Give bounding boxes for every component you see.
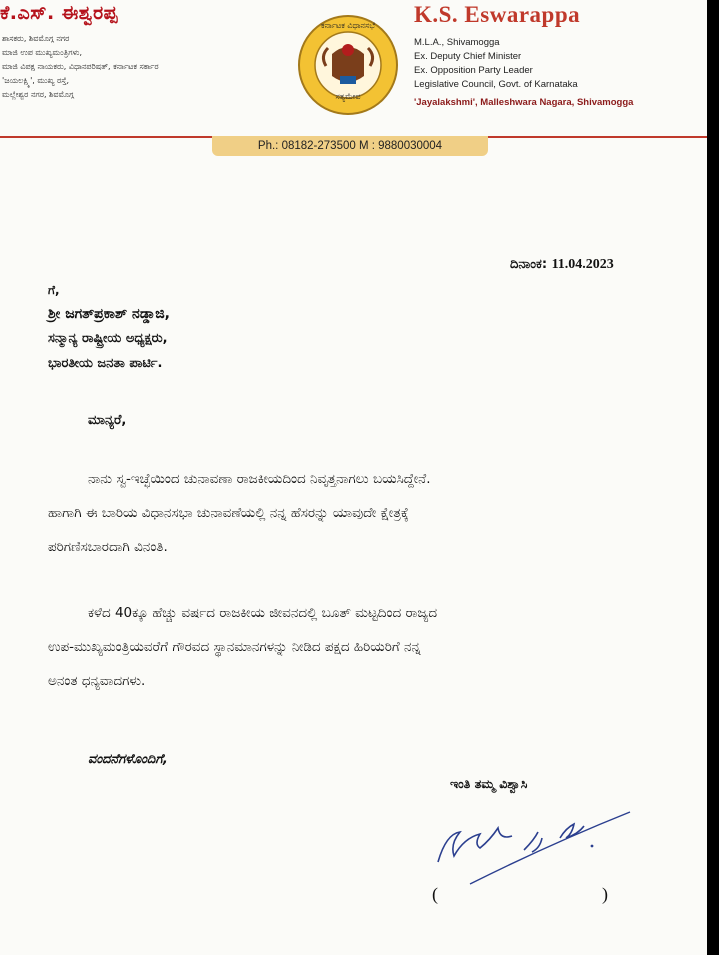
phone-band: Ph.: 08182-273500 M : 9880030004 bbox=[212, 136, 488, 156]
english-name: K.S. Eswarappa bbox=[414, 2, 581, 27]
salutation: ಮಾನ್ಯರೆ, bbox=[88, 413, 127, 428]
kannada-line: ಶಾಸಕರು, ಶಿವಮೊಗ್ಗ ನಗರ bbox=[2, 34, 70, 43]
paragraph-line: ಹಾಗಾಗಿ ಈ ಬಾರಿಯ ವಿಧಾನಸಭಾ ಚುನಾವಣೆಯಲ್ಲಿ ನನ್ನ ಹೆಸರನ್ನು ಯಾವುದೇ ಕ್ಷೇತ್ರಕ್ಕೆ bbox=[48, 505, 409, 521]
date-value: 11.04.2023 bbox=[551, 257, 614, 272]
paragraph-1 bbox=[48, 462, 658, 564]
karnataka-seal-icon bbox=[296, 14, 400, 116]
english-address: 'Jayalakshmi', Malleshwara Nagara, Shivamogga bbox=[414, 97, 634, 108]
paragraph-line: ಕಳೆದ 40ಕ್ಕೂ ಹೆಚ್ಚು ವರ್ಷದ ರಾಜಕೀಯ ಜೀವನದಲ್ಲಿ ಬೂತ್ ಮಟ್ಟದಿಂದ ರಾಜ್ಯದ bbox=[88, 605, 438, 621]
english-line: Legislative Council, Govt. of Karnataka bbox=[414, 79, 578, 90]
yours-line: ಇಂತಿ ತಮ್ಮ ವಿಶ್ವಾಸಿ bbox=[450, 776, 528, 791]
english-line: M.L.A., Shivamogga bbox=[414, 37, 500, 48]
paren-open: ( bbox=[432, 884, 438, 904]
seal-text-top: ಕರ್ನಾಟಕ ವಿಧಾನಸಭೆ bbox=[320, 21, 376, 30]
addressee-name: ಶ್ರೀ ಜಗತ್‌ಪ್ರಕಾಶ್ ನಡ್ಡಾಜಿ, bbox=[48, 306, 170, 322]
english-line: Ex. Deputy Chief Minister bbox=[414, 51, 522, 62]
paragraph-line: ಅನಂತ ಧನ್ಯವಾದಗಳು. bbox=[48, 673, 146, 689]
paragraph-line: ನಾನು ಸ್ವ-ಇಚ್ಛೆಯಿಂದ ಚುನಾವಣಾ ರಾಜಕೀಯದಿಂದ ನಿವೃತ್ತನಾಗಲು ಬಯಸಿದ್ದೇನೆ. bbox=[88, 471, 431, 487]
closing: ವಂದನೆಗಳೊಂದಿಗೆ, bbox=[88, 752, 168, 767]
paragraph-2 bbox=[48, 596, 658, 698]
kannada-line: ಮಲ್ಲೇಶ್ವರ ನಗರ, ಶಿವಮೊಗ್ಗ bbox=[2, 90, 74, 99]
kannada-line: ಮಾಜಿ ವಿಪಕ್ಷ ನಾಯಕರು, ವಿಧಾನಪರಿಷತ್, ಕರ್ನಾಟಕ ಸರ್ಕಾರ bbox=[2, 62, 159, 71]
letterhead-kannada bbox=[0, 2, 292, 102]
kannada-line: 'ಜಯಲಕ್ಷ್ಮಿ', ಮುಖ್ಯ ರಸ್ತೆ, bbox=[2, 76, 70, 85]
addressee-org: ಭಾರತೀಯ ಜನತಾ ಪಾರ್ಟಿ. bbox=[48, 356, 163, 371]
letter-date bbox=[510, 257, 614, 273]
addressee-title: ಸನ್ಮಾನ್ಯ ರಾಷ್ಟ್ರೀಯ ಅಧ್ಯಕ್ಷರು, bbox=[48, 331, 168, 346]
paragraph-line: ಉಪ-ಮುಖ್ಯಮಂತ್ರಿಯವರೆಗೆ ಗೌರವದ ಸ್ಥಾನಮಾನಗಳನ್ನು ನೀಡಿದ ಪಕ್ಷದ ಹಿರಿಯರಿಗೆ ನನ್ನ bbox=[48, 639, 421, 655]
english-line: Ex. Opposition Party Leader bbox=[414, 65, 533, 76]
seal-text-bottom: ಸತ್ಯಮೇವ bbox=[335, 92, 361, 101]
kannada-name: ಕೆ.ಎಸ್. ಈಶ್ವರಪ್ಪ bbox=[0, 2, 118, 24]
to-line: ಗೆ, bbox=[48, 283, 60, 297]
handwritten-signature bbox=[420, 780, 650, 890]
kannada-line: ಮಾಜಿ ಉಪ ಮುಖ್ಯಮಂತ್ರಿಗಳು, bbox=[2, 48, 82, 57]
paren-close: ) bbox=[602, 884, 608, 904]
letterhead-english bbox=[414, 2, 704, 110]
date-label: ದಿನಾಂಕ: bbox=[510, 257, 548, 272]
paragraph-line: ಪರಿಗಣಿಸಬಾರದಾಗಿ ವಿನಂತಿ. bbox=[48, 539, 168, 555]
